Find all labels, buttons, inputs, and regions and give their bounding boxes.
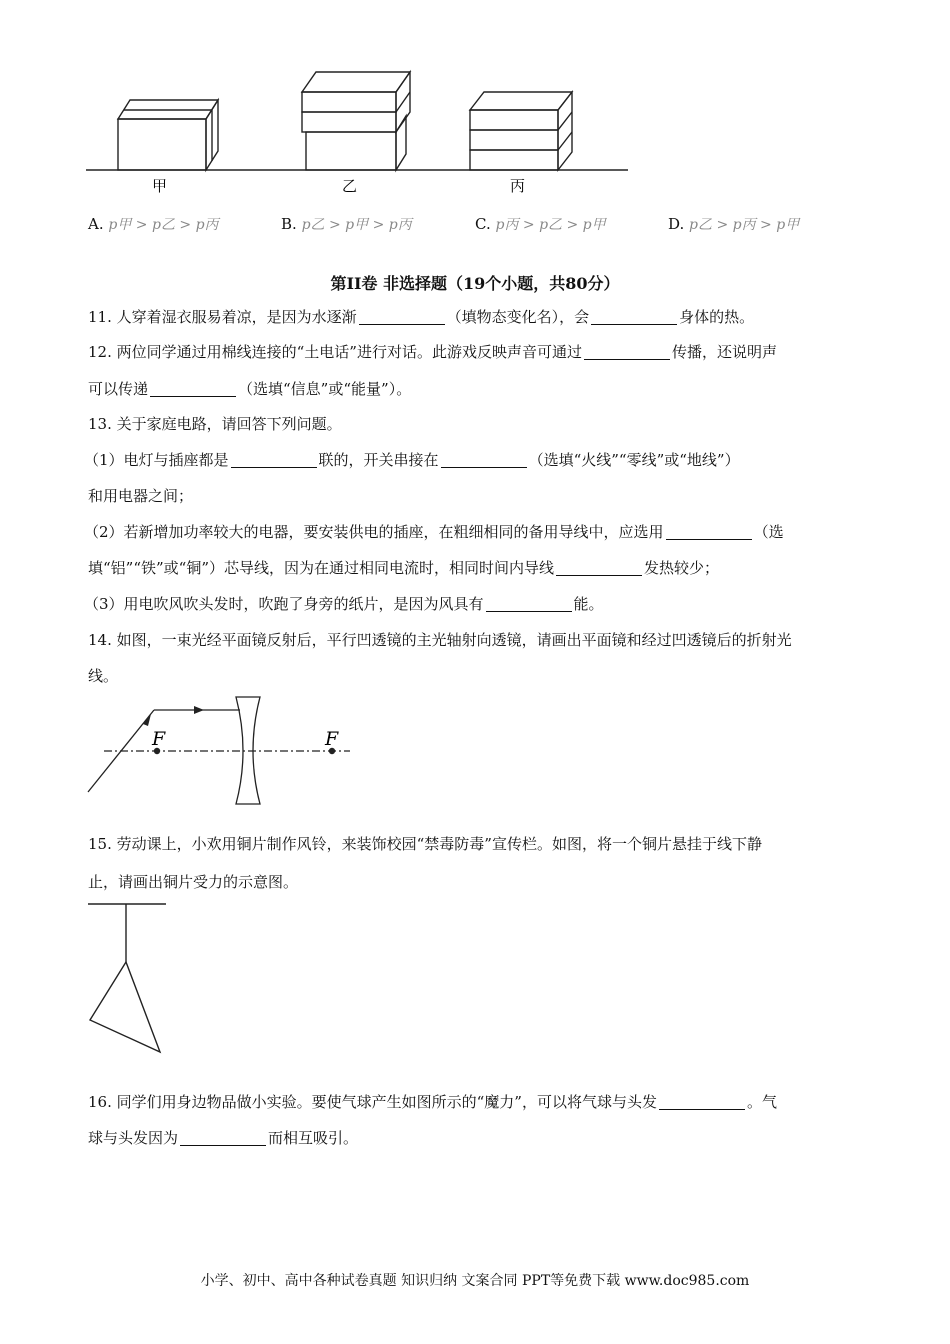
box-label-jia: 甲 — [152, 177, 168, 195]
answer-blank[interactable] — [486, 595, 572, 612]
question-15-line-1: 15. 劳动课上，小欢用铜片制作风铃，来装饰校园“禁毒防毒”宣传栏。如图，将一个铜片悬挂于线下静 — [88, 835, 762, 853]
answer-blank[interactable] — [441, 451, 527, 468]
box-label-bing: 丙 — [510, 177, 526, 195]
question-14-line-1: 14. 如图，一束光经平面镜反射后，平行凹透镜的主光轴射向透镜，请画出平面镜和经过凹透镜后的折射光 — [88, 631, 792, 649]
question-16-line-1: 16. 同学们用身边物品做小实验。要使气球产生如图所示的“魔力”，可以将气球与头发 。气 — [88, 1093, 777, 1111]
answer-blank[interactable] — [556, 559, 642, 576]
question-12-line-2: 可以传递 （选填“信息”或“能量”）。 — [88, 380, 412, 398]
section-title: 第II卷 非选择题（19个小题，共80分） — [330, 274, 620, 293]
question-13-part-1: （1）电灯与插座都是 联的，开关串接在 （选填“火线”“零线”或“地线”） — [84, 451, 740, 469]
question-13-part-2: （2）若新增加功率较大的电器，要安装供电的插座，在粗细相同的备用导线中，应选用 （选 — [84, 523, 784, 541]
answer-blank[interactable] — [591, 308, 677, 325]
boxes-figure — [80, 60, 640, 200]
answer-blank[interactable] — [584, 343, 670, 360]
answer-blank[interactable] — [659, 1093, 745, 1110]
question-13-part-1-cont: 和用电器之间； — [88, 487, 194, 505]
focus-label-right: F — [325, 728, 339, 750]
footer: 小学、初中、高中各种试卷真题 知识归纳 文案合同 PPT等免费下载 www.doc985.com — [200, 1273, 750, 1289]
wind-chime-figure — [84, 896, 174, 1056]
question-13-part-3: （3）用电吹风吹头发时，吹跑了身旁的纸片，是因为风具有 能。 — [84, 595, 604, 613]
option-a: A. p甲 > p乙 > p丙 — [88, 215, 219, 233]
question-15-line-2: 止，请画出铜片受力的示意图。 — [88, 873, 299, 891]
answer-blank[interactable] — [666, 523, 752, 540]
question-12-line-1: 12. 两位同学通过用棉线连接的“土电话”进行对话。此游戏反映声音可通过 传播，还说明声 — [88, 343, 777, 361]
question-13-part-2-cont: 填“铝”“铁”或“铜”）芯导线，因为在通过相同电流时，相同时间内导线 发热较少； — [88, 559, 720, 577]
answer-blank[interactable] — [150, 380, 236, 397]
question-16-line-2: 球与头发因为 而相互吸引。 — [88, 1129, 359, 1147]
question-11: 11. 人穿着湿衣服易着凉，是因为水逐渐 （填物态变化名），会 身体的热。 — [88, 308, 755, 326]
question-13-title: 13. 关于家庭电路，请回答下列问题。 — [88, 415, 342, 433]
answer-blank[interactable] — [359, 308, 445, 325]
focus-label-left: F — [152, 728, 166, 750]
option-d: D. p乙 > p丙 > p甲 — [668, 215, 800, 233]
answer-blank[interactable] — [180, 1129, 266, 1146]
question-14-line-2: 线。 — [88, 667, 119, 685]
option-b: B. p乙 > p甲 > p丙 — [281, 215, 412, 233]
answer-blank[interactable] — [231, 451, 317, 468]
lens-figure — [82, 690, 362, 810]
box-label-yi: 乙 — [342, 177, 358, 195]
option-c: C. p丙 > p乙 > p甲 — [475, 215, 606, 233]
